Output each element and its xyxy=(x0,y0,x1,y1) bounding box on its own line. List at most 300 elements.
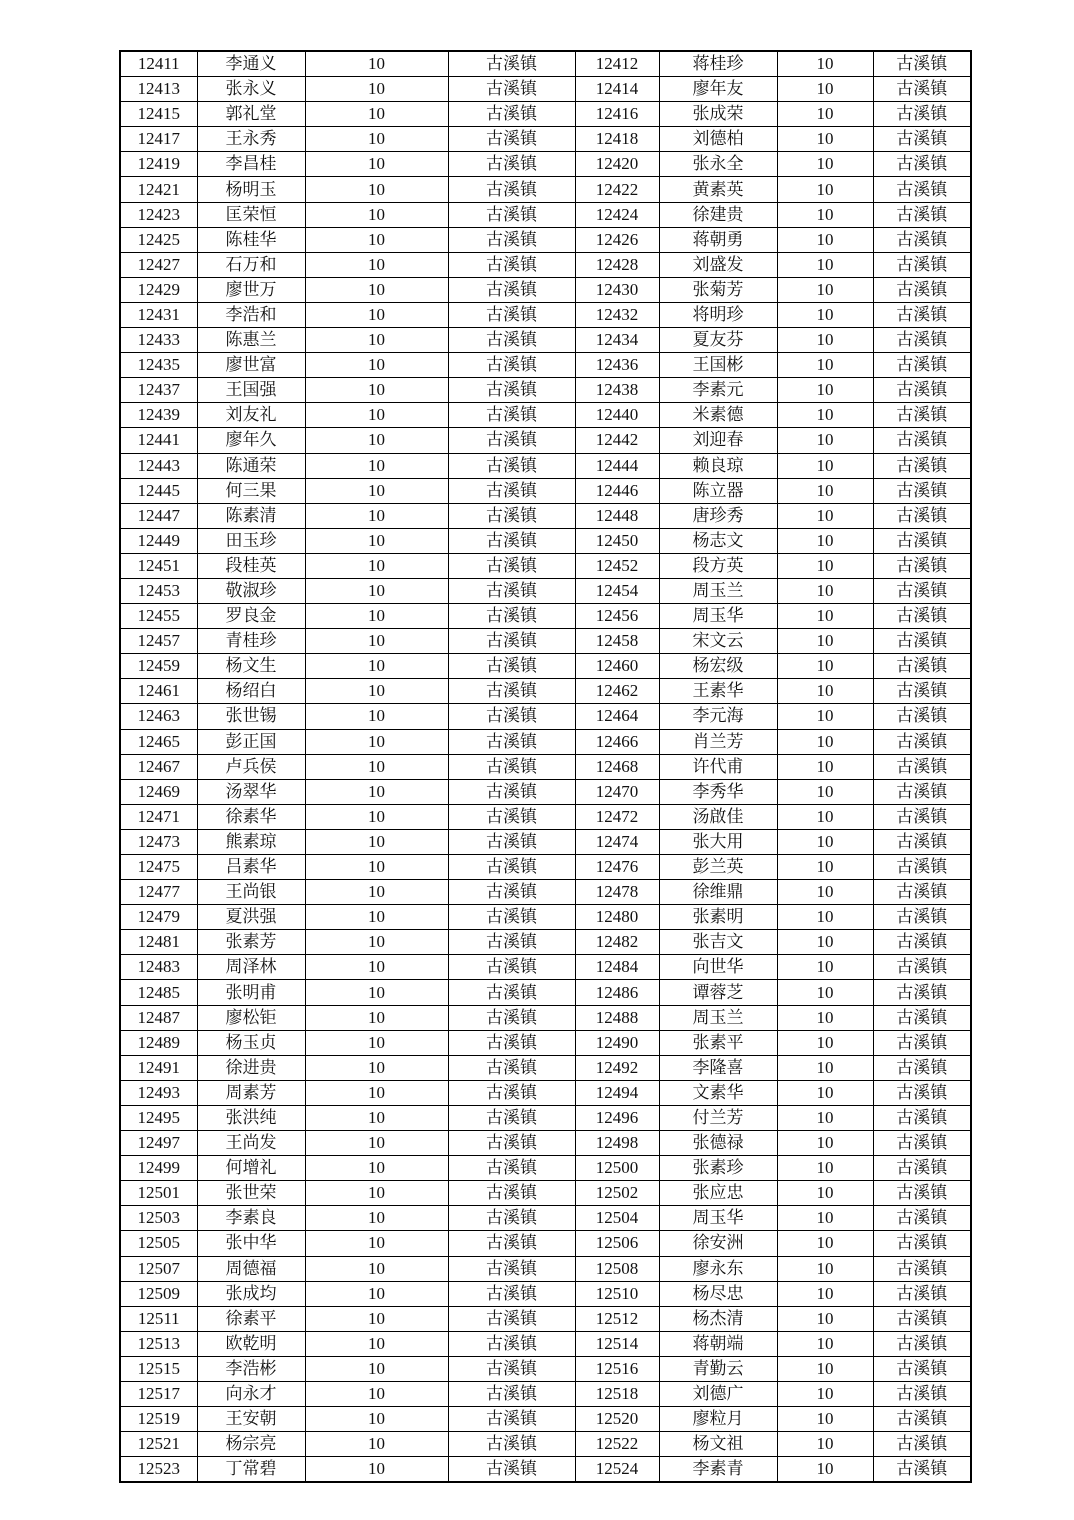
township-cell: 古溪镇 xyxy=(448,880,575,905)
township-cell: 古溪镇 xyxy=(873,227,971,252)
record-id-cell: 12490 xyxy=(575,1030,659,1055)
amount-cell: 10 xyxy=(305,227,448,252)
township-cell: 古溪镇 xyxy=(448,353,575,378)
amount-cell: 10 xyxy=(777,378,873,403)
record-id-cell: 12458 xyxy=(575,629,659,654)
table-row xyxy=(120,1407,971,1432)
township-cell: 古溪镇 xyxy=(873,829,971,854)
record-id-cell: 12471 xyxy=(120,804,197,829)
amount-cell: 10 xyxy=(305,77,448,102)
township-cell: 古溪镇 xyxy=(448,855,575,880)
name-cell: 将明珍 xyxy=(659,302,777,327)
table-row xyxy=(120,102,971,127)
name-cell: 张吉文 xyxy=(659,930,777,955)
amount-cell: 10 xyxy=(777,930,873,955)
name-cell: 杨宏级 xyxy=(659,654,777,679)
name-cell: 张素平 xyxy=(659,1030,777,1055)
record-id-cell: 12425 xyxy=(120,227,197,252)
record-id-cell: 12468 xyxy=(575,754,659,779)
name-cell: 刘德柏 xyxy=(659,127,777,152)
record-id-cell: 12448 xyxy=(575,503,659,528)
township-cell: 古溪镇 xyxy=(873,1256,971,1281)
amount-cell: 10 xyxy=(305,102,448,127)
record-id-cell: 12477 xyxy=(120,880,197,905)
amount-cell: 10 xyxy=(305,152,448,177)
township-cell: 古溪镇 xyxy=(448,704,575,729)
name-cell: 张素珍 xyxy=(659,1156,777,1181)
township-cell: 古溪镇 xyxy=(448,1457,575,1483)
amount-cell: 10 xyxy=(305,754,448,779)
township-cell: 古溪镇 xyxy=(448,1281,575,1306)
name-cell: 徐素华 xyxy=(197,804,305,829)
name-cell: 郭礼堂 xyxy=(197,102,305,127)
township-cell: 古溪镇 xyxy=(448,829,575,854)
record-id-cell: 12511 xyxy=(120,1306,197,1331)
township-cell: 古溪镇 xyxy=(448,754,575,779)
amount-cell: 10 xyxy=(777,1407,873,1432)
amount-cell: 10 xyxy=(305,930,448,955)
township-cell: 古溪镇 xyxy=(873,1432,971,1457)
township-cell: 古溪镇 xyxy=(873,77,971,102)
name-cell: 黄素英 xyxy=(659,177,777,202)
amount-cell: 10 xyxy=(305,1055,448,1080)
amount-cell: 10 xyxy=(777,528,873,553)
township-cell: 古溪镇 xyxy=(873,51,971,77)
name-cell: 唐珍秀 xyxy=(659,503,777,528)
township-cell: 古溪镇 xyxy=(873,1005,971,1030)
name-cell: 周玉华 xyxy=(659,604,777,629)
name-cell: 张大用 xyxy=(659,829,777,854)
township-cell: 古溪镇 xyxy=(448,102,575,127)
name-cell: 张中华 xyxy=(197,1231,305,1256)
amount-cell: 10 xyxy=(305,1281,448,1306)
amount-cell: 10 xyxy=(777,177,873,202)
record-id-cell: 12481 xyxy=(120,930,197,955)
name-cell: 田玉珍 xyxy=(197,528,305,553)
name-cell: 张德禄 xyxy=(659,1131,777,1156)
township-cell: 古溪镇 xyxy=(873,729,971,754)
record-id-cell: 12437 xyxy=(120,378,197,403)
table-row xyxy=(120,704,971,729)
name-cell: 段桂英 xyxy=(197,553,305,578)
table-row xyxy=(120,453,971,478)
amount-cell: 10 xyxy=(777,604,873,629)
amount-cell: 10 xyxy=(305,729,448,754)
amount-cell: 10 xyxy=(305,980,448,1005)
name-cell: 王国彬 xyxy=(659,353,777,378)
amount-cell: 10 xyxy=(777,1231,873,1256)
name-cell: 肖兰芳 xyxy=(659,729,777,754)
township-cell: 古溪镇 xyxy=(873,930,971,955)
name-cell: 吕素华 xyxy=(197,855,305,880)
amount-cell: 10 xyxy=(305,1156,448,1181)
amount-cell: 10 xyxy=(777,127,873,152)
table-row xyxy=(120,202,971,227)
township-cell: 古溪镇 xyxy=(448,252,575,277)
record-id-cell: 12485 xyxy=(120,980,197,1005)
amount-cell: 10 xyxy=(777,578,873,603)
township-cell: 古溪镇 xyxy=(873,629,971,654)
record-id-cell: 12506 xyxy=(575,1231,659,1256)
name-cell: 张菊芳 xyxy=(659,277,777,302)
record-id-cell: 12488 xyxy=(575,1005,659,1030)
amount-cell: 10 xyxy=(305,1080,448,1105)
name-cell: 杨文生 xyxy=(197,654,305,679)
table-row xyxy=(120,754,971,779)
amount-cell: 10 xyxy=(777,302,873,327)
amount-cell: 10 xyxy=(777,152,873,177)
table-row xyxy=(120,302,971,327)
record-id-cell: 12453 xyxy=(120,578,197,603)
table-row xyxy=(120,855,971,880)
amount-cell: 10 xyxy=(305,403,448,428)
name-cell: 李素良 xyxy=(197,1206,305,1231)
amount-cell: 10 xyxy=(305,453,448,478)
name-cell: 李浩和 xyxy=(197,302,305,327)
name-cell: 何三果 xyxy=(197,478,305,503)
record-id-cell: 12452 xyxy=(575,553,659,578)
township-cell: 古溪镇 xyxy=(873,478,971,503)
name-cell: 廖世万 xyxy=(197,277,305,302)
name-cell: 彭正国 xyxy=(197,729,305,754)
township-cell: 古溪镇 xyxy=(448,804,575,829)
table-row xyxy=(120,679,971,704)
township-cell: 古溪镇 xyxy=(873,955,971,980)
township-cell: 古溪镇 xyxy=(873,1080,971,1105)
amount-cell: 10 xyxy=(777,51,873,77)
name-cell: 李元海 xyxy=(659,704,777,729)
township-cell: 古溪镇 xyxy=(448,1105,575,1130)
township-cell: 古溪镇 xyxy=(873,1206,971,1231)
township-cell: 古溪镇 xyxy=(873,428,971,453)
record-id-cell: 12496 xyxy=(575,1105,659,1130)
name-cell: 杨文祖 xyxy=(659,1432,777,1457)
amount-cell: 10 xyxy=(305,1005,448,1030)
record-id-cell: 12457 xyxy=(120,629,197,654)
amount-cell: 10 xyxy=(305,855,448,880)
amount-cell: 10 xyxy=(777,102,873,127)
name-cell: 杨杰清 xyxy=(659,1306,777,1331)
name-cell: 彭兰英 xyxy=(659,855,777,880)
record-id-cell: 12415 xyxy=(120,102,197,127)
township-cell: 古溪镇 xyxy=(448,227,575,252)
record-id-cell: 12421 xyxy=(120,177,197,202)
record-id-cell: 12520 xyxy=(575,1407,659,1432)
table-row xyxy=(120,378,971,403)
township-cell: 古溪镇 xyxy=(873,855,971,880)
amount-cell: 10 xyxy=(305,328,448,353)
name-cell: 汤翠华 xyxy=(197,779,305,804)
name-cell: 王尚银 xyxy=(197,880,305,905)
amount-cell: 10 xyxy=(777,227,873,252)
name-cell: 米素德 xyxy=(659,403,777,428)
name-cell: 张素芳 xyxy=(197,930,305,955)
township-cell: 古溪镇 xyxy=(448,553,575,578)
township-cell: 古溪镇 xyxy=(448,1407,575,1432)
record-id-cell: 12492 xyxy=(575,1055,659,1080)
township-cell: 古溪镇 xyxy=(873,403,971,428)
table-row xyxy=(120,403,971,428)
record-id-cell: 12422 xyxy=(575,177,659,202)
amount-cell: 10 xyxy=(777,1156,873,1181)
township-cell: 古溪镇 xyxy=(448,980,575,1005)
name-cell: 刘德广 xyxy=(659,1381,777,1406)
table-row xyxy=(120,1231,971,1256)
township-cell: 古溪镇 xyxy=(873,1181,971,1206)
amount-cell: 10 xyxy=(777,1181,873,1206)
amount-cell: 10 xyxy=(777,855,873,880)
name-cell: 周素芳 xyxy=(197,1080,305,1105)
township-cell: 古溪镇 xyxy=(873,503,971,528)
township-cell: 古溪镇 xyxy=(873,1457,971,1483)
township-cell: 古溪镇 xyxy=(448,679,575,704)
name-cell: 廖松钜 xyxy=(197,1005,305,1030)
amount-cell: 10 xyxy=(305,51,448,77)
township-cell: 古溪镇 xyxy=(873,1030,971,1055)
table-row xyxy=(120,127,971,152)
record-id-cell: 12446 xyxy=(575,478,659,503)
table-row xyxy=(120,328,971,353)
amount-cell: 10 xyxy=(305,1131,448,1156)
name-cell: 张明甫 xyxy=(197,980,305,1005)
record-id-cell: 12451 xyxy=(120,553,197,578)
township-cell: 古溪镇 xyxy=(448,302,575,327)
amount-cell: 10 xyxy=(777,553,873,578)
record-id-cell: 12470 xyxy=(575,779,659,804)
record-id-cell: 12521 xyxy=(120,1432,197,1457)
township-cell: 古溪镇 xyxy=(873,553,971,578)
record-id-cell: 12461 xyxy=(120,679,197,704)
name-cell: 杨尽忠 xyxy=(659,1281,777,1306)
amount-cell: 10 xyxy=(305,604,448,629)
table-row xyxy=(120,77,971,102)
township-cell: 古溪镇 xyxy=(448,578,575,603)
township-cell: 古溪镇 xyxy=(873,177,971,202)
township-cell: 古溪镇 xyxy=(448,428,575,453)
name-cell: 向永才 xyxy=(197,1381,305,1406)
amount-cell: 10 xyxy=(777,779,873,804)
amount-cell: 10 xyxy=(305,1256,448,1281)
record-id-cell: 12499 xyxy=(120,1156,197,1181)
name-cell: 廖年久 xyxy=(197,428,305,453)
name-cell: 王尚发 xyxy=(197,1131,305,1156)
amount-cell: 10 xyxy=(777,353,873,378)
township-cell: 古溪镇 xyxy=(873,679,971,704)
record-id-cell: 12495 xyxy=(120,1105,197,1130)
name-cell: 陈桂华 xyxy=(197,227,305,252)
name-cell: 付兰芳 xyxy=(659,1105,777,1130)
township-cell: 古溪镇 xyxy=(448,1231,575,1256)
record-id-cell: 12438 xyxy=(575,378,659,403)
name-cell: 徐素平 xyxy=(197,1306,305,1331)
township-cell: 古溪镇 xyxy=(448,654,575,679)
name-cell: 刘迎春 xyxy=(659,428,777,453)
amount-cell: 10 xyxy=(777,629,873,654)
name-cell: 徐维鼎 xyxy=(659,880,777,905)
amount-cell: 10 xyxy=(777,905,873,930)
table-row xyxy=(120,654,971,679)
township-cell: 古溪镇 xyxy=(873,1105,971,1130)
township-cell: 古溪镇 xyxy=(873,453,971,478)
amount-cell: 10 xyxy=(777,1105,873,1130)
table-row xyxy=(120,152,971,177)
table-row xyxy=(120,930,971,955)
township-cell: 古溪镇 xyxy=(873,1306,971,1331)
township-cell: 古溪镇 xyxy=(448,629,575,654)
amount-cell: 10 xyxy=(777,252,873,277)
township-cell: 古溪镇 xyxy=(448,1131,575,1156)
amount-cell: 10 xyxy=(777,804,873,829)
table-row xyxy=(120,1457,971,1483)
record-id-cell: 12489 xyxy=(120,1030,197,1055)
name-cell: 夏洪强 xyxy=(197,905,305,930)
township-cell: 古溪镇 xyxy=(873,905,971,930)
name-cell: 杨玉贞 xyxy=(197,1030,305,1055)
name-cell: 杨宗亮 xyxy=(197,1432,305,1457)
record-id-cell: 12466 xyxy=(575,729,659,754)
table-row xyxy=(120,1306,971,1331)
record-id-cell: 12420 xyxy=(575,152,659,177)
township-cell: 古溪镇 xyxy=(873,1281,971,1306)
township-cell: 古溪镇 xyxy=(448,1080,575,1105)
name-cell: 廖年友 xyxy=(659,77,777,102)
record-id-cell: 12429 xyxy=(120,277,197,302)
record-id-cell: 12434 xyxy=(575,328,659,353)
record-id-cell: 12428 xyxy=(575,252,659,277)
table-row xyxy=(120,1206,971,1231)
township-cell: 古溪镇 xyxy=(448,1030,575,1055)
table-row xyxy=(120,1080,971,1105)
record-id-cell: 12426 xyxy=(575,227,659,252)
table-row xyxy=(120,1005,971,1030)
amount-cell: 10 xyxy=(305,127,448,152)
name-cell: 蒋朝端 xyxy=(659,1331,777,1356)
amount-cell: 10 xyxy=(305,353,448,378)
record-id-cell: 12447 xyxy=(120,503,197,528)
name-cell: 罗良金 xyxy=(197,604,305,629)
record-id-cell: 12433 xyxy=(120,328,197,353)
record-id-cell: 12474 xyxy=(575,829,659,854)
record-id-cell: 12418 xyxy=(575,127,659,152)
amount-cell: 10 xyxy=(777,1080,873,1105)
record-id-cell: 12513 xyxy=(120,1331,197,1356)
record-id-cell: 12508 xyxy=(575,1256,659,1281)
amount-cell: 10 xyxy=(305,880,448,905)
table-row xyxy=(120,177,971,202)
amount-cell: 10 xyxy=(305,654,448,679)
record-id-cell: 12486 xyxy=(575,980,659,1005)
township-cell: 古溪镇 xyxy=(873,152,971,177)
amount-cell: 10 xyxy=(777,1381,873,1406)
amount-cell: 10 xyxy=(305,1206,448,1231)
amount-cell: 10 xyxy=(777,654,873,679)
amount-cell: 10 xyxy=(777,1030,873,1055)
name-cell: 汤啟佳 xyxy=(659,804,777,829)
record-id-cell: 12515 xyxy=(120,1356,197,1381)
township-cell: 古溪镇 xyxy=(873,1407,971,1432)
township-cell: 古溪镇 xyxy=(873,704,971,729)
record-id-cell: 12479 xyxy=(120,905,197,930)
record-id-cell: 12522 xyxy=(575,1432,659,1457)
amount-cell: 10 xyxy=(305,478,448,503)
table-row xyxy=(120,1131,971,1156)
amount-cell: 10 xyxy=(305,177,448,202)
amount-cell: 10 xyxy=(305,528,448,553)
township-cell: 古溪镇 xyxy=(448,51,575,77)
name-cell: 刘盛发 xyxy=(659,252,777,277)
table-row xyxy=(120,629,971,654)
amount-cell: 10 xyxy=(305,378,448,403)
name-cell: 张世锡 xyxy=(197,704,305,729)
amount-cell: 10 xyxy=(777,478,873,503)
township-cell: 古溪镇 xyxy=(873,127,971,152)
roster-table-body xyxy=(120,51,971,1482)
township-cell: 古溪镇 xyxy=(873,804,971,829)
amount-cell: 10 xyxy=(305,779,448,804)
name-cell: 徐建贵 xyxy=(659,202,777,227)
record-id-cell: 12465 xyxy=(120,729,197,754)
record-id-cell: 12445 xyxy=(120,478,197,503)
record-id-cell: 12501 xyxy=(120,1181,197,1206)
township-cell: 古溪镇 xyxy=(448,930,575,955)
record-id-cell: 12473 xyxy=(120,829,197,854)
township-cell: 古溪镇 xyxy=(448,127,575,152)
township-cell: 古溪镇 xyxy=(873,1356,971,1381)
record-id-cell: 12450 xyxy=(575,528,659,553)
township-cell: 古溪镇 xyxy=(448,1331,575,1356)
name-cell: 匡荣恒 xyxy=(197,202,305,227)
name-cell: 周玉兰 xyxy=(659,1005,777,1030)
table-row xyxy=(120,1256,971,1281)
name-cell: 周玉兰 xyxy=(659,578,777,603)
amount-cell: 10 xyxy=(305,1381,448,1406)
name-cell: 张成均 xyxy=(197,1281,305,1306)
name-cell: 张成荣 xyxy=(659,102,777,127)
table-row xyxy=(120,604,971,629)
name-cell: 敬淑珍 xyxy=(197,578,305,603)
table-row xyxy=(120,1105,971,1130)
amount-cell: 10 xyxy=(777,277,873,302)
table-row xyxy=(120,578,971,603)
record-id-cell: 12512 xyxy=(575,1306,659,1331)
township-cell: 古溪镇 xyxy=(448,1256,575,1281)
amount-cell: 10 xyxy=(305,955,448,980)
township-cell: 古溪镇 xyxy=(873,378,971,403)
record-id-cell: 12459 xyxy=(120,654,197,679)
township-cell: 古溪镇 xyxy=(873,353,971,378)
record-id-cell: 12444 xyxy=(575,453,659,478)
township-cell: 古溪镇 xyxy=(448,729,575,754)
township-cell: 古溪镇 xyxy=(873,252,971,277)
name-cell: 许代甫 xyxy=(659,754,777,779)
amount-cell: 10 xyxy=(305,1105,448,1130)
township-cell: 古溪镇 xyxy=(873,202,971,227)
township-cell: 古溪镇 xyxy=(448,77,575,102)
name-cell: 廖世富 xyxy=(197,353,305,378)
table-row xyxy=(120,955,971,980)
table-row xyxy=(120,905,971,930)
name-cell: 李素青 xyxy=(659,1457,777,1483)
name-cell: 熊素琼 xyxy=(197,829,305,854)
record-id-cell: 12456 xyxy=(575,604,659,629)
township-cell: 古溪镇 xyxy=(448,378,575,403)
name-cell: 文素华 xyxy=(659,1080,777,1105)
record-id-cell: 12467 xyxy=(120,754,197,779)
amount-cell: 10 xyxy=(305,277,448,302)
record-id-cell: 12416 xyxy=(575,102,659,127)
name-cell: 刘友礼 xyxy=(197,403,305,428)
record-id-cell: 12441 xyxy=(120,428,197,453)
